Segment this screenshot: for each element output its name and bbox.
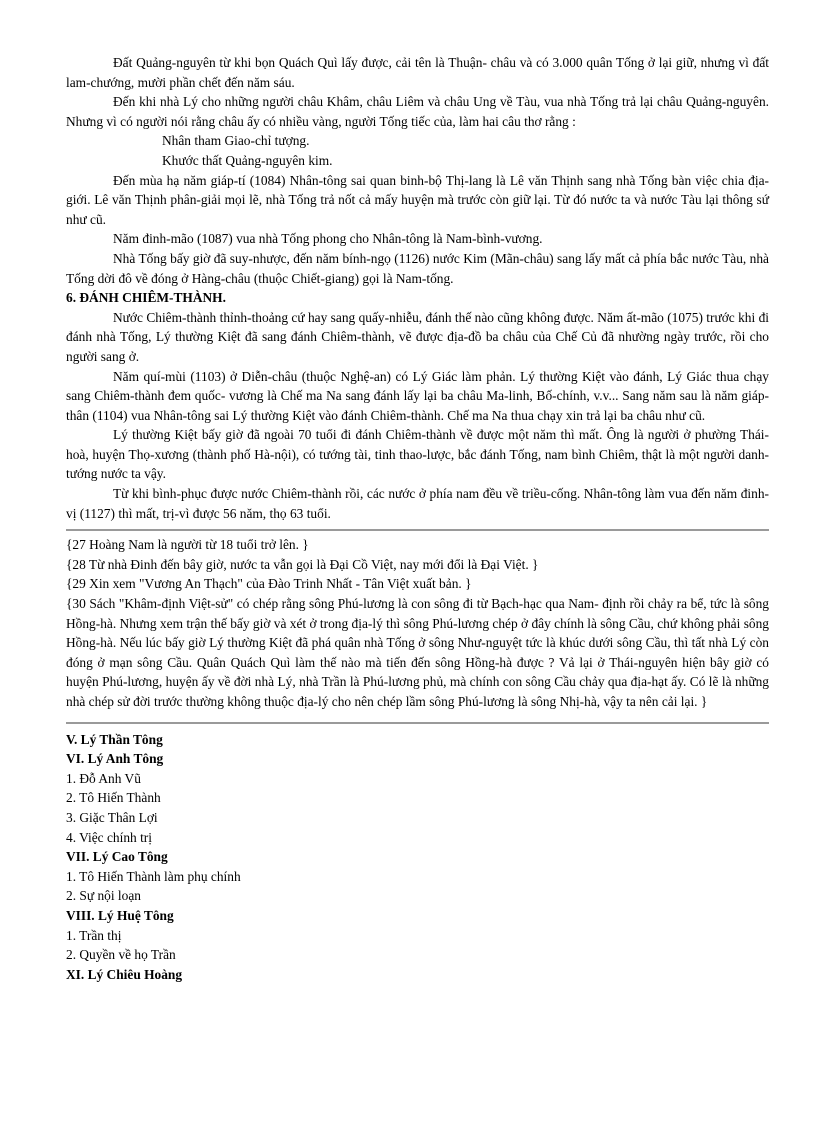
poem-line: Khước thất Quảng-nguyên kim. [162, 152, 333, 168]
table-of-contents [66, 730, 769, 985]
paragraph: Nhà Tống bấy giờ đã suy-nhược, đến năm bính-ngọ (1126) nước Kim (Mãn-châu) sang lấy mất cả phía bắc nước Tàu, nhà Tống dời đô về đóng ở Hàng-châu (thuộc Chiết-giang) gọi là Nam-tống. [66, 250, 769, 286]
footnote: {29 Xin xem "Vương An Thạch" của Đào Trinh Nhất - Tân Việt xuất bản. } [66, 576, 472, 592]
toc-heading[interactable]: VII. Lý Cao Tông [66, 849, 168, 865]
toc-item[interactable]: 1. Tô Hiến Thành làm phụ chính [66, 868, 241, 884]
toc-item[interactable]: 1. Trần thị [66, 927, 122, 943]
paragraph: Đến khi nhà Lý cho những người châu Khâm, châu Liêm và châu Ung về Tàu, vua nhà Tống trả lại châu Quảng-nguyên. Nhưng vì có người nói rằng châu ấy có nhiều vàng, người Tống tiếc của, làm hai câu thơ rằng : [66, 94, 769, 129]
paragraph: Đến mùa hạ năm giáp-tí (1084) Nhân-tông sai quan binh-bộ Thị-lang là Lê văn Thịnh sang nhà Tống bàn việc chia địa-giới. Lê văn Thịnh phân-giải mọi lẽ, nhà Tống trả nốt cả mấy huyện mà trước còn giữ lại. Từ đó nước ta và nước Tàu lại thông sứ như cũ. [66, 172, 769, 227]
footnote: {27 Hoàng Nam là người từ 18 tuổi trở lên. } [66, 537, 309, 553]
toc-heading[interactable]: VI. Lý Anh Tông [66, 751, 164, 767]
paragraph: Năm đinh-mão (1087) vua nhà Tống phong cho Nhân-tông là Nam-bình-vương. [113, 231, 543, 247]
toc-item[interactable]: 2. Sự nội loạn [66, 888, 141, 904]
paragraph: Đất Quảng-nguyên từ khi bọn Quách Quì lấy được, cải tên là Thuận- châu và có 3.000 quân Tống ở lại giữ, nhưng vì đất lam-chướng, mười phần chết đến năm sáu. [66, 55, 769, 90]
toc-item[interactable]: 2. Tô Hiến Thành [66, 790, 161, 806]
footnote-divider [66, 529, 769, 531]
footnote: {30 Sách "Khâm-định Việt-sử" có chép rằng sông Phú-lương là con sông đi từ Bạch-hạc qua Nam- định rồi chảy ra bể, tức là sông Hồng-hà. Nhưng xem trận thế bấy giờ và xét ở trong địa-lý thì sông Phú-lương chép ở đây chính là sông Cầu, chứ không phải sông Hồng-hà. Nếu lúc bấy giờ Lý thường Kiệt đã phá quân nhà Tống ở sông Như-nguyệt tức là khúc dưới sông Cầu, thì tất nhà Lý còn đóng ở mạn sông Cầu. Quân Quách Quì làm thế nào mà tiến đến sông Hồng-hà được ? Vả lại ở Thái-nguyên hiện bây giờ có huyện Phú-lương, huyện ấy về đời nhà Lý, nhà Trần là Phú-lương phủ, mà chính con sông Cầu chảy qua địa-hạt ấy. Có lẽ là những nhà chép sử đời trước thường không thuộc địa-lý cho nên chép lầm sông Phú-lương là sông Nhị-hà, vậy ta nên cải lại. } [66, 596, 769, 709]
footnote: {28 Từ nhà Đinh đến bây giờ, nước ta vẫn gọi là Đại Cồ Việt, nay mới đổi là Đại Việt. } [66, 556, 539, 572]
toc-heading[interactable]: V. Lý Thần Tông [66, 731, 163, 747]
toc-item[interactable]: 4. Việc chính trị [66, 829, 152, 845]
toc-heading[interactable]: XI. Lý Chiêu Hoàng [66, 966, 183, 982]
paragraph: Lý thường Kiệt bấy giờ đã ngoài 70 tuổi đi đánh Chiêm-thành về được một năm thì mất. Ông là người ở phường Thái-hoà, huyện Thọ-xương (thành phố Hà-nội), có tướng tài, tinh thao-lược, bắc đánh Tống, nam bình Chiêm, thật là một người danh-tướng nước ta vậy. [66, 427, 769, 482]
section-heading: 6. ĐÁNH CHIÊM-THÀNH. [66, 290, 226, 306]
document-page [66, 53, 769, 984]
paragraph: Năm quí-mùi (1103) ở Diễn-châu (thuộc Nghệ-an) có Lý Giác làm phản. Lý thường Kiệt vào đánh, Lý Giác thua chạy sang Chiêm-thành đem quốc- vương là Chế ma Na sang đánh lấy lại ba châu Ma-linh, Bố-chính, v.v... Sang năm sau là năm giáp-thân (1104) vua Nhân-tông sai Lý thường Kiệt vào đánh Chiêm-thành. Chế ma Na thua chạy xin trả lại ba châu như cũ. [66, 368, 769, 423]
toc-item[interactable]: 2. Quyền về họ Trần [66, 947, 176, 963]
toc-item[interactable]: 1. Đỗ Anh Vũ [66, 770, 141, 786]
paragraph: Nước Chiêm-thành thỉnh-thoảng cứ hay sang quấy-nhiễu, đánh thế nào cũng không được. Năm ất-mão (1075) trước khi đi đánh nhà Tống, Lý thường Kiệt đã sang đánh Chiêm-thành, vẽ được địa-đồ ba châu của Chế Củ đã nhường ngày trước, rồi cho người sang ở. [66, 309, 769, 364]
footnotes [66, 535, 769, 711]
paragraph: Từ khi bình-phục được nước Chiêm-thành rồi, các nước ở phía nam đều về triều-cống. Nhân-tông làm vua đến năm đinh-vị (1127) thì mất, trị-vì được 56 năm, thọ 63 tuổi. [66, 486, 769, 521]
poem-line: Nhân tham Giao-chỉ tượng. [162, 133, 310, 149]
toc-item[interactable]: 3. Giặc Thân Lợi [66, 809, 158, 825]
toc-heading[interactable]: VIII. Lý Huệ Tông [66, 907, 174, 923]
outline-divider [66, 722, 769, 724]
